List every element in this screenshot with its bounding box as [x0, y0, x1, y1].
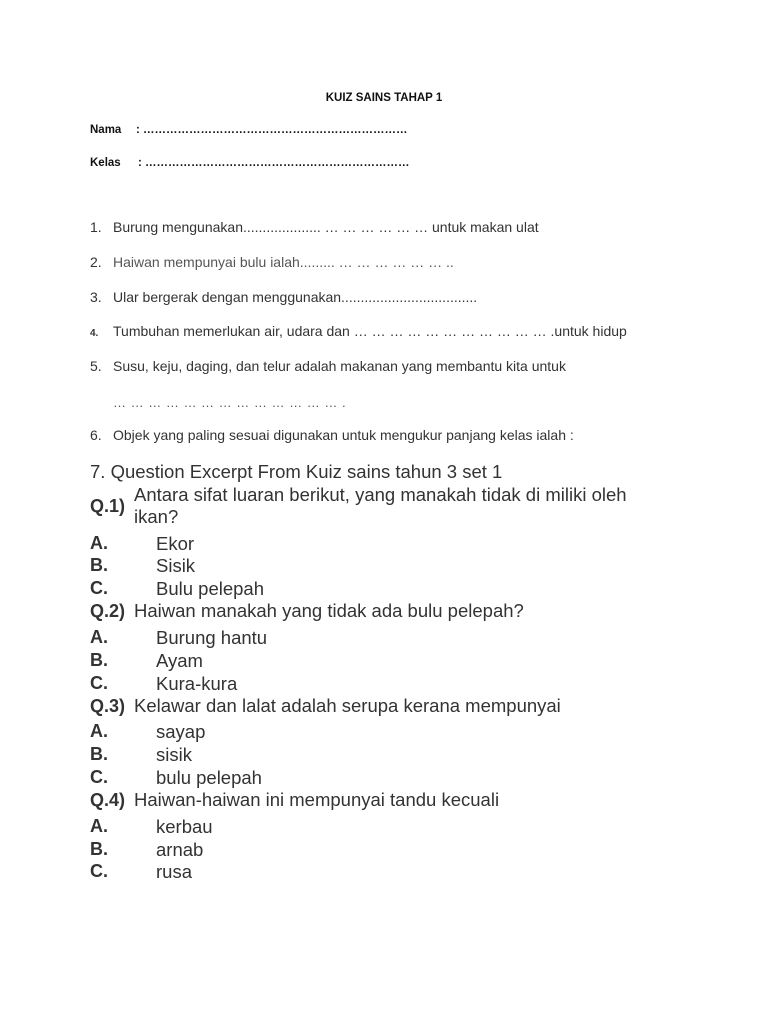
option-letter: C.	[90, 861, 108, 881]
question-text: Ular bergerak dengan menggunakan...................................	[113, 289, 478, 305]
option-text: Sisik	[156, 555, 196, 576]
document-title: KUIZ SAINS TAHAP 1	[325, 92, 443, 104]
class-blank: : ……………………………………………………………	[138, 157, 410, 169]
question-text: Objek yang paling sesuai digunakan untuk mengukur panjang kelas ialah :	[113, 427, 574, 443]
excerpt-heading: 7. Question Excerpt From Kuiz sains tahun 3 set 1	[90, 461, 503, 482]
question-number: 3.	[90, 289, 102, 305]
question-4	[90, 323, 627, 339]
mcq-question-text: Haiwan manakah yang tidak ada bulu pelepah?	[134, 600, 524, 621]
mcq-question-text: Kelawar dan lalat adalah serupa kerana mempunyai	[134, 695, 561, 716]
question-3	[90, 289, 477, 305]
option-text: sayap	[156, 721, 206, 742]
question-6	[90, 427, 574, 443]
option-letter: B.	[90, 555, 108, 575]
question-5-answer-blank: … … … … … … … … … … … … … .	[113, 395, 347, 410]
option-text: Ekor	[156, 533, 195, 554]
option-letter: B.	[90, 650, 108, 670]
option-letter: A.	[90, 533, 108, 553]
mcq-label: Q.4)	[90, 790, 126, 810]
mcq-label: Q.1)	[90, 496, 126, 516]
option-text: kerbau	[156, 816, 213, 837]
option-letter: A.	[90, 816, 108, 836]
option-text: Ayam	[156, 650, 203, 671]
option-text: rusa	[156, 861, 192, 882]
question-number: 6.	[90, 427, 102, 443]
mcq-label: Q.3)	[90, 696, 126, 716]
mcq-question-text: Haiwan-haiwan ini mempunyai tandu kecuali	[134, 789, 500, 810]
option-letter: A.	[90, 721, 108, 741]
class-label: Kelas	[90, 157, 121, 169]
question-2	[90, 254, 454, 270]
question-text: Burung mengunakan.................... … … … … … … untuk makan ulat	[113, 219, 539, 235]
option-text: arnab	[156, 839, 204, 860]
name-field	[90, 124, 408, 136]
option-letter: C.	[90, 767, 108, 787]
option-text: Burung hantu	[156, 627, 268, 648]
mcq-label: Q.2)	[90, 601, 126, 621]
option-letter: B.	[90, 839, 108, 859]
question-text: Tumbuhan memerlukan air, udara dan … … … … … … … … … … … .untuk hidup	[113, 323, 627, 339]
option-text: sisik	[156, 744, 192, 765]
question-text: Haiwan mempunyai bulu ialah......... … … … … … … ..	[113, 254, 454, 270]
option-letter: A.	[90, 627, 108, 647]
question-number: 1.	[90, 219, 102, 235]
question-1	[90, 219, 539, 235]
option-letter: C.	[90, 578, 108, 598]
question-text: Susu, keju, daging, dan telur adalah makanan yang membantu kita untuk	[113, 358, 566, 374]
option-letter: B.	[90, 744, 108, 764]
name-label: Nama	[90, 124, 122, 136]
mcq-question-text: Antara sifat luaran berikut, yang manakah tidak di miliki oleh ikan?	[134, 484, 627, 527]
option-text: Bulu pelepah	[156, 578, 265, 599]
option-text: Kura-kura	[156, 673, 238, 694]
option-letter: C.	[90, 673, 108, 693]
question-5	[90, 358, 566, 374]
option-text: bulu pelepah	[156, 767, 262, 788]
question-number: 2.	[90, 254, 102, 270]
class-field	[90, 157, 410, 169]
question-number: 5.	[90, 358, 102, 374]
name-blank: : ……………………………………………………………	[136, 124, 408, 136]
question-number: 4.	[90, 328, 99, 339]
